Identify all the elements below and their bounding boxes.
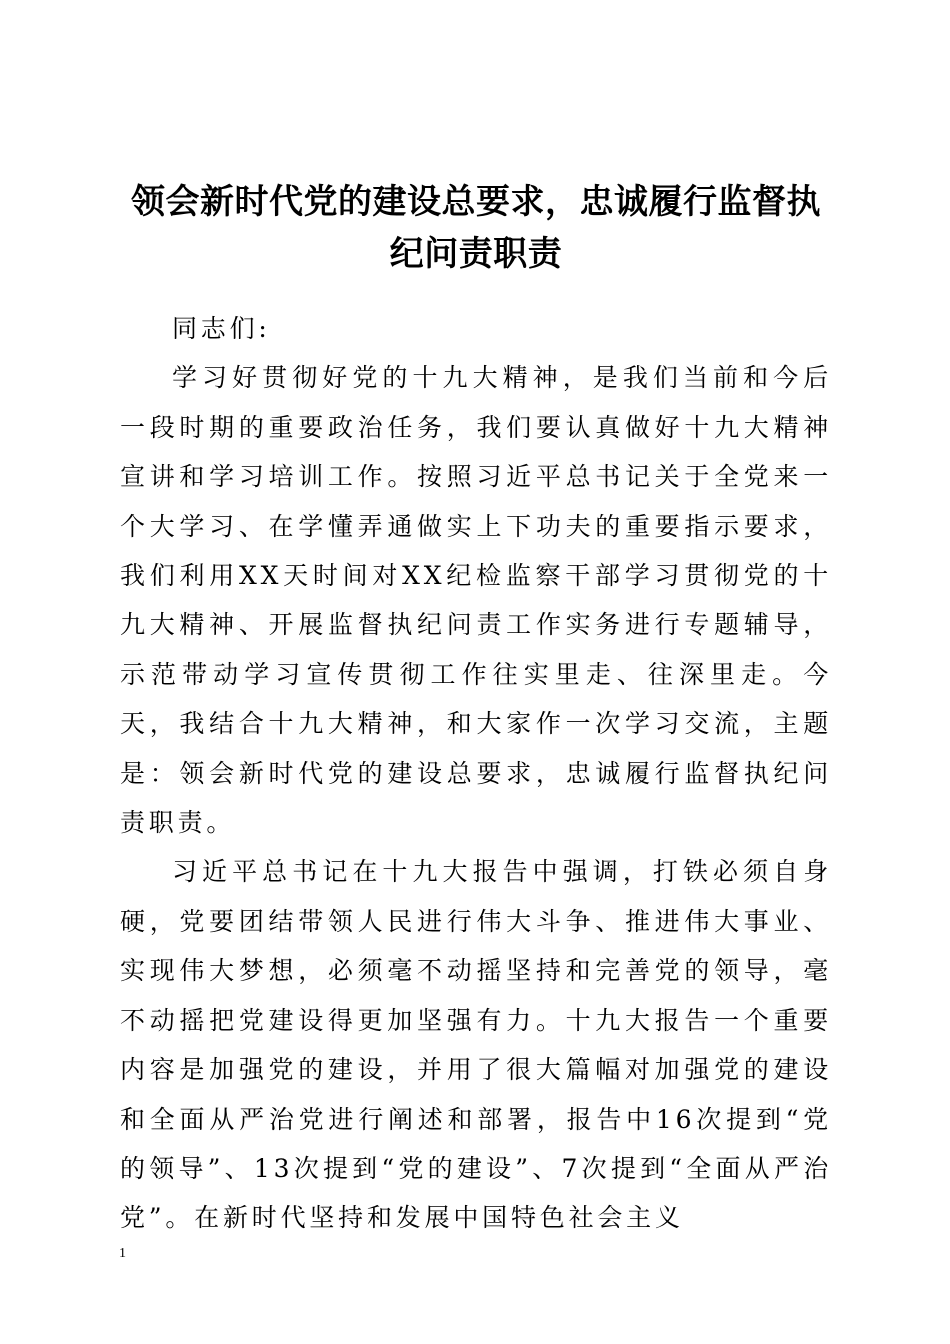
title-line-1: 领会新时代党的建设总要求，忠诚履行监督执 [131,182,821,222]
paragraph-1: 学习好贯彻好党的十九大精神，是我们当前和今后一段时期的重要政治任务，我们要认真做好十九大精神宣讲和学习培训工作。按照习近平总书记关于全党来一个大学习、在学懂弄通做实上下功夫的重要指示要求，我们利用XX天时间对XX纪检监察干部学习贯彻党的十九大精神、开展监督执纪问责工作实务进行专题辅导，示范带动学习宣传贯彻工作往实里走、往深里走。今天，我结合十九大精神，和大家作一次学习交流，主题是：领会新时代党的建设总要求，忠诚履行监督执纪问责职责。 [120,363,832,838]
document-body [120,304,832,1243]
document-title [118,176,834,280]
title-line-2: 纪问责职责 [389,234,563,274]
paragraph-2: 习近平总书记在十九大报告中强调，打铁必须自身硬，党要团结带领人民进行伟大斗争、推进伟大事业、实现伟大梦想，必须毫不动摇坚持和完善党的领导，毫不动摇把党建设得更加坚强有力。十九大报告一个重要内容是加强党的建设，并用了很大篇幅对加强党的建设和全面从严治党进行阐述和部署，报告中16次提到“党的领导”、13次提到“党的建设”、7次提到“全面从严治党”。在新时代坚持和发展中国特色社会主义 [120,857,832,1233]
salutation: 同志们: [172,314,271,343]
page-number: 1 [119,1246,126,1261]
